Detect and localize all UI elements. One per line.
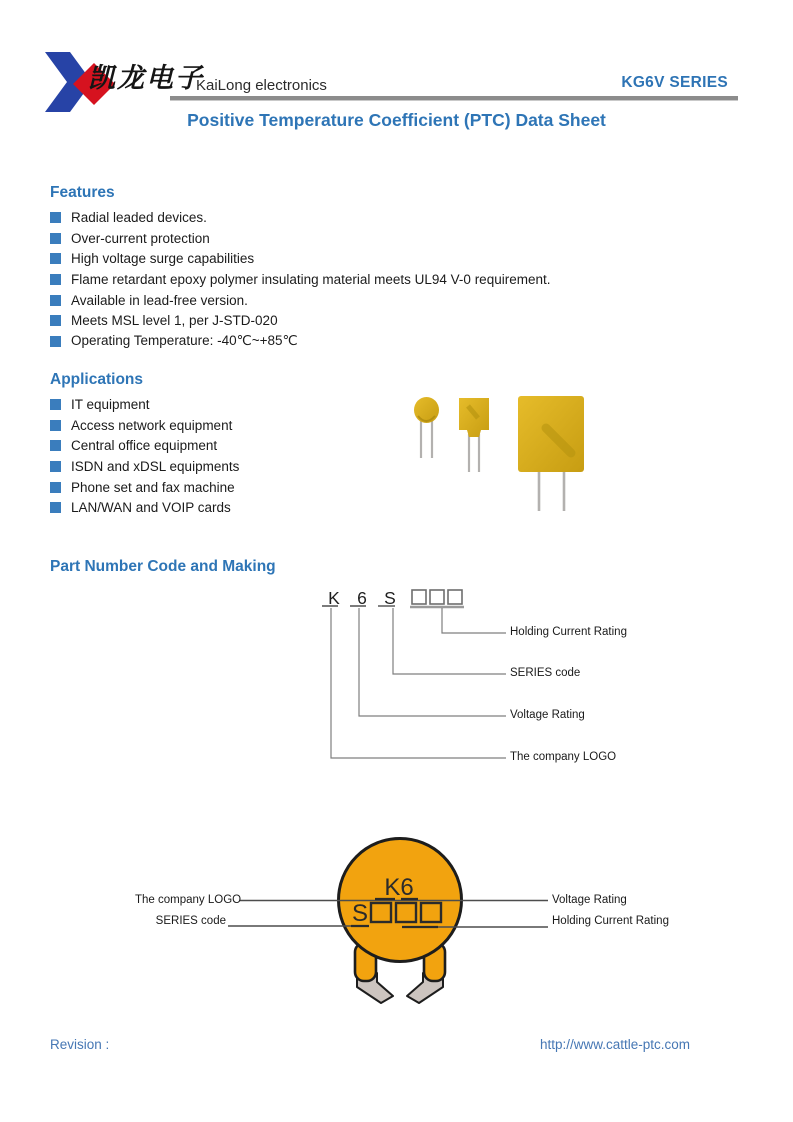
bullet-square-icon bbox=[50, 295, 61, 306]
feature-text: Meets MSL level 1, per J-STD-020 bbox=[71, 313, 278, 329]
feature-text: Over-current protection bbox=[71, 230, 210, 246]
bullet-square-icon bbox=[50, 482, 61, 493]
feature-item bbox=[50, 269, 630, 290]
label-company-logo: The company LOGO bbox=[510, 751, 617, 763]
feature-item bbox=[50, 310, 630, 331]
series-label: KG6V SERIES bbox=[621, 74, 728, 91]
part-code-char-k: K bbox=[328, 588, 340, 608]
bullet-square-icon bbox=[50, 440, 61, 451]
marking-text-s: S bbox=[351, 900, 369, 927]
feature-item bbox=[50, 228, 630, 249]
application-text: LAN/WAN and VOIP cards bbox=[71, 500, 231, 516]
feature-text: Available in lead-free version. bbox=[71, 292, 248, 308]
bullet-square-icon bbox=[50, 336, 61, 347]
header-divider bbox=[170, 96, 738, 101]
features-heading: Features bbox=[50, 184, 115, 201]
application-text: Central office equipment bbox=[71, 438, 218, 454]
bullet-square-icon bbox=[50, 212, 61, 223]
bullet-square-icon bbox=[50, 420, 61, 431]
bullet-square-icon bbox=[50, 502, 61, 513]
feature-text: High voltage surge capabilities bbox=[71, 251, 255, 267]
marking-text-k6: K6 bbox=[384, 874, 414, 901]
feature-item bbox=[50, 248, 630, 269]
features-section bbox=[50, 184, 630, 352]
ptc-devices-photo bbox=[398, 390, 598, 520]
part-code-char-s: S bbox=[384, 588, 396, 608]
feature-text: Operating Temperature: -40℃~+85℃ bbox=[71, 333, 298, 349]
application-text: Phone set and fax machine bbox=[71, 479, 235, 495]
part-code-boxes bbox=[412, 590, 462, 604]
label-series-code: SERIES code bbox=[510, 667, 581, 679]
website-link[interactable]: http://www.cattle-ptc.com bbox=[540, 1037, 691, 1052]
application-text: Access network equipment bbox=[71, 417, 233, 433]
feature-text: Radial leaded devices. bbox=[71, 209, 207, 225]
part-number-heading: Part Number Code and Making bbox=[50, 558, 276, 575]
marking-left-label-logo: The company LOGO bbox=[135, 894, 242, 906]
application-text: ISDN and xDSL equipments bbox=[71, 458, 240, 474]
chinese-logotype: 凯龙电子 bbox=[88, 63, 204, 93]
applications-heading: Applications bbox=[50, 371, 144, 388]
label-voltage-rating: Voltage Rating bbox=[510, 709, 585, 721]
bullet-square-icon bbox=[50, 274, 61, 285]
application-text: IT equipment bbox=[71, 396, 150, 412]
company-name: KaiLong electronics bbox=[196, 77, 327, 94]
revision-label: Revision : bbox=[50, 1037, 110, 1052]
feature-item bbox=[50, 207, 630, 228]
features-list bbox=[50, 207, 630, 352]
bullet-square-icon bbox=[50, 399, 61, 410]
page-title: Positive Temperature Coefficient (PTC) Data Sheet bbox=[187, 110, 606, 130]
bullet-square-icon bbox=[50, 233, 61, 244]
marking-right-label-voltage: Voltage Rating bbox=[552, 894, 627, 906]
marking-left-label-series: SERIES code bbox=[155, 915, 226, 927]
feature-text: Flame retardant epoxy polymer insulating material meets UL94 V-0 requirement. bbox=[71, 271, 551, 287]
bullet-square-icon bbox=[50, 461, 61, 472]
marking-right-label-holding: Holding Current Rating bbox=[552, 915, 669, 927]
bullet-square-icon bbox=[50, 253, 61, 264]
bullet-square-icon bbox=[50, 315, 61, 326]
feature-item bbox=[50, 290, 630, 311]
label-holding-current: Holding Current Rating bbox=[510, 626, 627, 638]
part-code-char-6: 6 bbox=[357, 588, 367, 608]
feature-item bbox=[50, 331, 630, 352]
